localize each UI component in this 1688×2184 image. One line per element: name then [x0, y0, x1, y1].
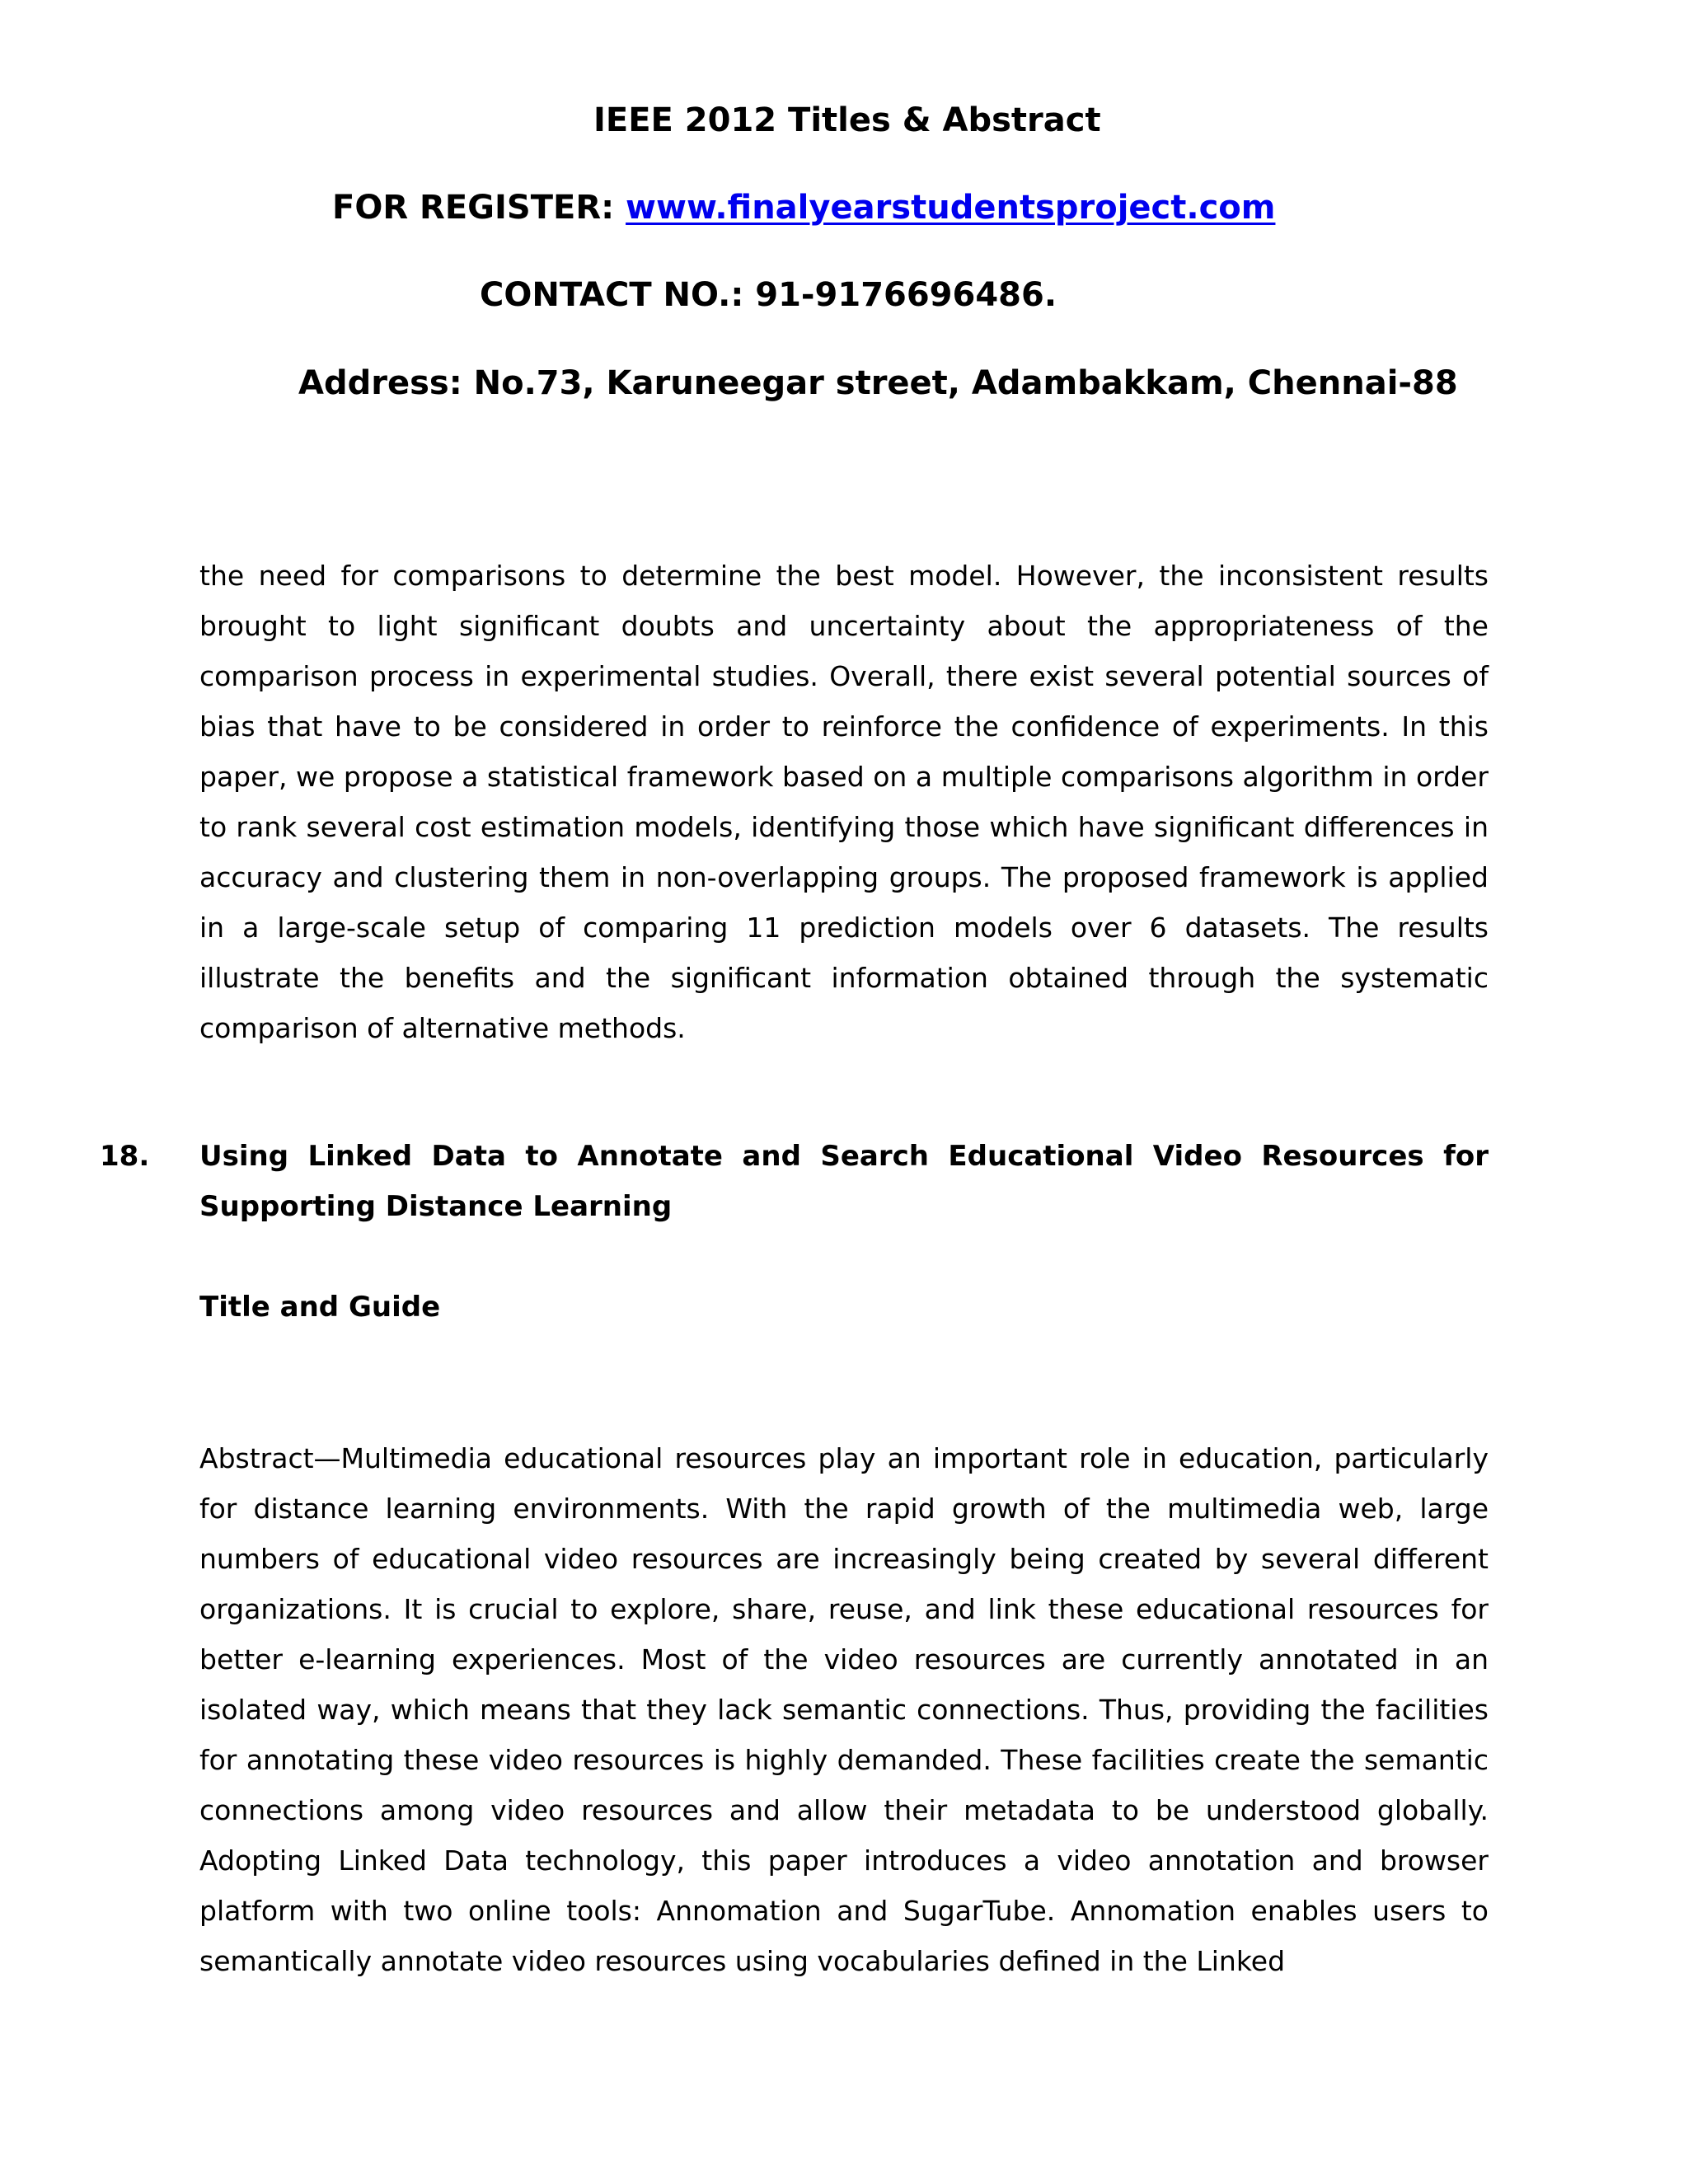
item-number: 18.: [100, 1140, 150, 1173]
register-line: [332, 186, 1275, 229]
address: Address: No.73, Karuneegar street, Adambakkam, Chennai-88: [298, 364, 1458, 402]
register-label: FOR REGISTER:: [332, 189, 626, 227]
item-title: Using Linked Data to Annotate and Search Educational Video Resources for Supporting Distance Learning: [199, 1140, 1489, 1223]
contact-number: CONTACT NO.: 91-9176696486.: [480, 276, 1057, 314]
previous-abstract-text: the need for comparisons to determine the best model. However, the inconsistent results brought to light significant doubts and uncertainty about the appropriateness of the comparison process in experimental studies. Overall, there exist several potential sources of bias that have to be considered in order to reinforce the confidence of experiments. In this paper, we propose a statistical framework based on a multiple comparisons algorithm in order to rank several cost estimation models, identifying those which have significant differences in accuracy and clustering them in non-overlapping groups. The proposed framework is applied in a large-scale setup of comparing 11 prediction models over 6 datasets. The results illustrate the benefits and the significant information obtained through the systematic comparison of alternative methods.: [199, 560, 1489, 1044]
item-subheading: Title and Guide: [199, 1291, 441, 1324]
item-abstract-text: Abstract—Multimedia educational resources play an important role in education, particularly for distance learning environments. With the rapid growth of the multimedia web, large numbers of educational video resources are increasingly being created by several different organizations. It is crucial to explore, share, reuse, and link these educational resources for better e-learning experiences. Most of the video resources are currently annotated in an isolated way, which means that they lack semantic connections. Thus, providing the facilities for annotating these video resources is highly demanded. These facilities create the semantic connections among video resources and allow their metadata to be understood globally. Adopting Linked Data technology, this paper introduces a video annotation and browser platform with two online tools: Annomation and SugarTube. Annomation enables users to semantically annotate video resources using vocabularies defined in the Linked: [199, 1442, 1489, 1977]
register-link[interactable]: www.finalyearstudentsproject.com: [626, 189, 1276, 227]
page-title: IEEE 2012 Titles & Abstract: [593, 101, 1101, 139]
